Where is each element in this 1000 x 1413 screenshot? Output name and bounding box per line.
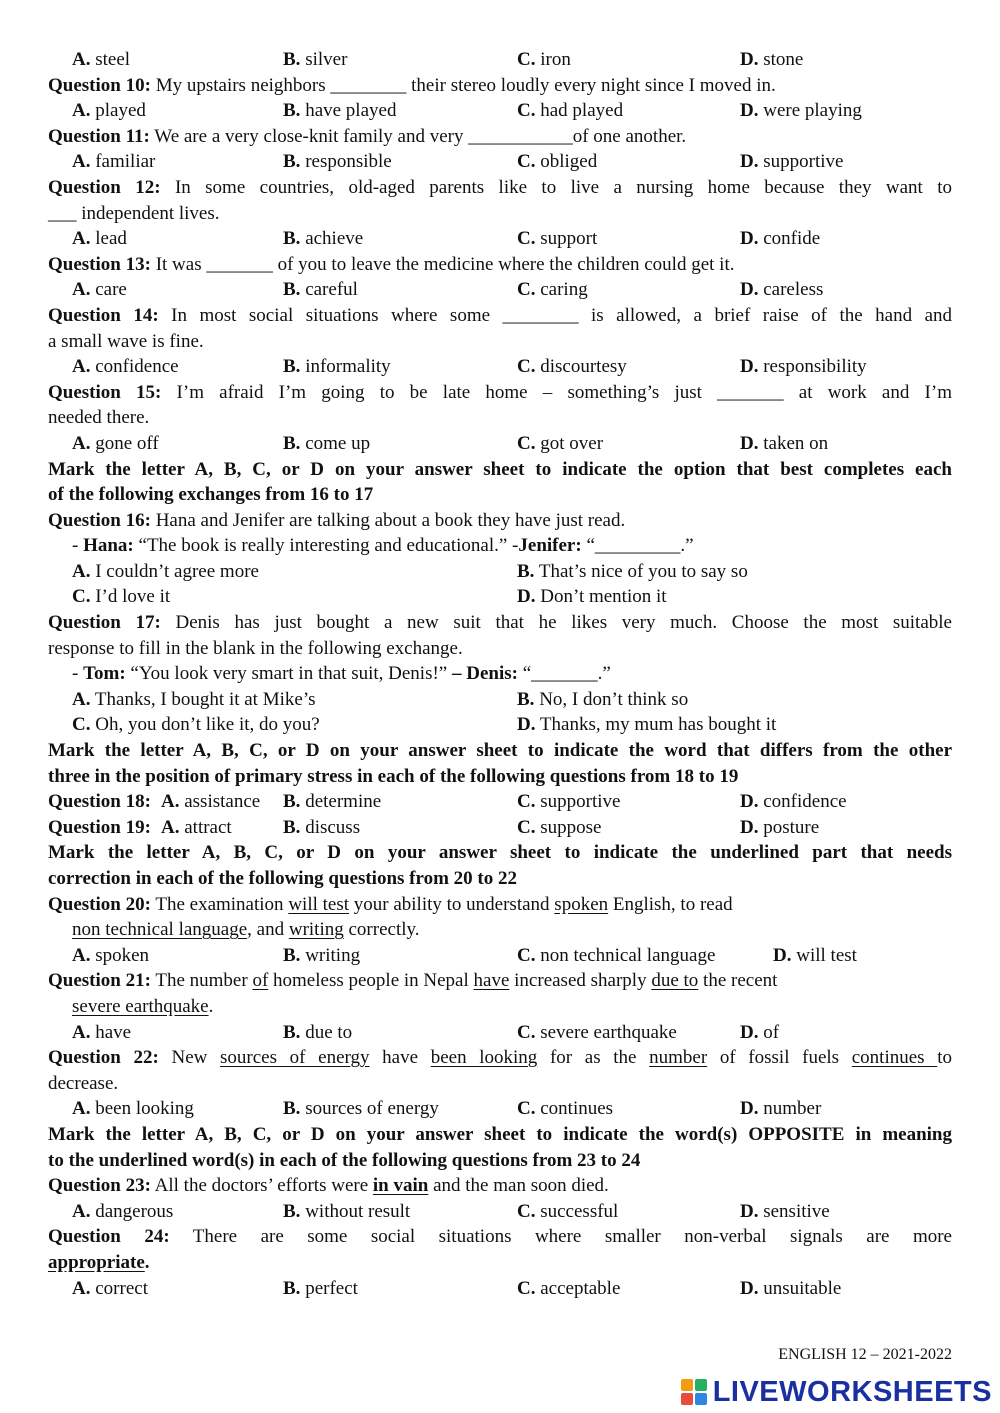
option-a[interactable]: A. have	[72, 1021, 132, 1043]
option-c[interactable]: C. obliged	[517, 151, 598, 173]
question-24-cont: appropriate.	[48, 1251, 150, 1273]
worksheet-page	[48, 47, 952, 1301]
option-d[interactable]: D. sensitive	[740, 1200, 830, 1222]
option-b[interactable]: B. have played	[283, 100, 397, 122]
option-d[interactable]: D. confidence	[740, 791, 847, 813]
q24-options	[48, 1276, 952, 1302]
option-a[interactable]: A. attract	[161, 816, 232, 838]
question-11: Question 11: We are a very close-knit family and very ___________of one another.	[48, 125, 687, 147]
question-19: Question 19: A. attract B. discuss C. suppose D. posture	[48, 815, 952, 841]
section-instruction: Mark the letter A, B, C, or D on your answer sheet to indicate the option that best completes each	[48, 458, 952, 480]
liveworksheets-logo[interactable]	[681, 1376, 992, 1408]
option-b[interactable]: B. due to	[283, 1021, 353, 1043]
q23-options	[48, 1199, 952, 1225]
q20-options	[48, 943, 952, 969]
option-d[interactable]: D. were playing	[740, 100, 862, 122]
option-c[interactable]: C. non technical language	[517, 944, 716, 966]
question-21-cont: severe earthquake.	[72, 995, 214, 1017]
option-b[interactable]: B. without result	[283, 1200, 411, 1222]
option-c[interactable]: C. successful	[517, 1200, 619, 1222]
question-21: Question 21: The number of homeless people in Nepal have increased sharply due to the recent	[48, 970, 778, 992]
option-d[interactable]: D. will test	[773, 944, 857, 966]
option-b[interactable]: B. perfect	[283, 1277, 358, 1299]
option-a[interactable]: A. correct	[72, 1277, 148, 1299]
question-14: Question 14: In most social situations where some ________ is allowed, a brief raise of the hand and	[48, 304, 952, 326]
q9-options	[48, 47, 952, 73]
option-b[interactable]: B. silver	[283, 49, 348, 70]
option-d[interactable]: D. taken on	[740, 432, 829, 454]
question-13: Question 13: It was _______ of you to leave the medicine where the children could get it.	[48, 253, 735, 275]
option-d[interactable]: D. supportive	[740, 151, 844, 173]
q21-options	[48, 1020, 952, 1046]
logo-icon	[681, 1379, 707, 1405]
option-d[interactable]: D. Thanks, my mum has bought it	[517, 714, 777, 736]
option-c[interactable]: C. caring	[517, 279, 588, 301]
option-d[interactable]: D. posture	[740, 816, 820, 838]
question-14-cont: a small wave is fine.	[48, 330, 204, 352]
option-c[interactable]: C. Oh, you don’t like it, do you?	[72, 714, 320, 736]
option-a[interactable]: A. been looking	[72, 1098, 194, 1120]
question-12-cont: ___ independent lives.	[48, 202, 220, 224]
option-a[interactable]: A. gone off	[72, 432, 159, 454]
option-b[interactable]: B. sources of energy	[283, 1098, 439, 1120]
option-c[interactable]: C. had played	[517, 100, 624, 122]
question-15-cont: needed there.	[48, 407, 150, 429]
option-c[interactable]: C. support	[517, 228, 598, 250]
option-c[interactable]: C. continues	[517, 1098, 614, 1120]
q22-options	[48, 1096, 952, 1122]
section-instruction-cont: three in the position of primary stress in each of the following questions from 18 to 19	[48, 765, 739, 787]
logo-text: LIVEWORKSHEETS	[712, 1375, 992, 1408]
question-17-cont: response to fill in the blank in the following exchange.	[48, 637, 463, 659]
question-20-cont: non technical language, and writing correctly.	[72, 919, 420, 941]
question-17: Question 17: Denis has just bought a new suit that he likes very much. Choose the most suitable	[48, 612, 952, 634]
option-b[interactable]: B. achieve	[283, 228, 364, 250]
section-instruction-cont: of the following exchanges from 16 to 17	[48, 484, 374, 506]
question-18: Question 18: A. assistance B. determine C. supportive D. confidence	[48, 789, 952, 815]
option-d[interactable]: D. responsibility	[740, 356, 867, 378]
q17-options-row1	[48, 687, 952, 713]
option-b[interactable]: B. No, I don’t think so	[517, 688, 689, 710]
option-a[interactable]: A. spoken	[72, 944, 150, 966]
option-d[interactable]: D. of	[740, 1021, 780, 1043]
section-instruction-cont: correction in each of the following questions from 20 to 22	[48, 868, 517, 889]
option-b[interactable]: B. come up	[283, 432, 371, 454]
q16-options-row2	[48, 584, 952, 610]
option-c[interactable]: C. I’d love it	[72, 586, 171, 608]
option-b[interactable]: B. careful	[283, 279, 358, 301]
option-a[interactable]: A. care	[72, 279, 127, 301]
question-10: Question 10: My upstairs neighbors ________ their stereo loudly every night since I moved in.	[48, 74, 776, 96]
section-instruction-cont: to the underlined word(s) in each of the following questions from 23 to 24	[48, 1149, 641, 1171]
option-b[interactable]: B. writing	[283, 944, 361, 966]
q17-options-row2	[48, 712, 952, 738]
question-16: Question 16: Hana and Jenifer are talking about a book they have just read.	[48, 509, 626, 531]
page-footer: ENGLISH 12 – 2021-2022	[778, 1346, 952, 1363]
question-12: Question 12: In some countries, old-aged parents like to live a nursing home because they want to	[48, 176, 952, 198]
question-20: Question 20: The examination will test your ability to understand spoken English, to read	[48, 893, 733, 915]
option-d[interactable]: D. confide	[740, 228, 821, 250]
q16-options-row1	[48, 559, 952, 585]
option-a[interactable]: A. Thanks, I bought it at Mike’s	[72, 688, 316, 710]
option-c[interactable]: C. severe earthquake	[517, 1021, 677, 1043]
option-a[interactable]: A. dangerous	[72, 1200, 174, 1222]
option-d[interactable]: D. unsuitable	[740, 1277, 842, 1299]
option-a[interactable]: A. steel	[72, 49, 131, 70]
question-15: Question 15: I’m afraid I’m going to be late home – something’s just _______ at work and I’m	[48, 381, 952, 403]
q13-options	[48, 277, 952, 303]
question-23: Question 23: All the doctors’ efforts were in vain and the man soon died.	[48, 1175, 609, 1197]
option-b[interactable]: B. informality	[283, 356, 391, 378]
dialogue-line: - Hana: “The book is really interesting and educational.” -Jenifer: “_________.”	[72, 535, 694, 557]
option-c[interactable]: C. suppose	[517, 816, 602, 838]
question-24: Question 24: There are some social situations where smaller non-verbal signals are more	[48, 1226, 952, 1248]
option-a[interactable]: A. lead	[72, 228, 127, 250]
option-c[interactable]: C. discourtesy	[517, 356, 627, 378]
option-c[interactable]: C. supportive	[517, 791, 621, 813]
option-d[interactable]: D. stone	[740, 49, 804, 70]
section-instruction: Mark the letter A, B, C, or D on your answer sheet to indicate the underlined part that needs	[48, 842, 952, 864]
option-c[interactable]: C. got over	[517, 432, 604, 454]
q14-options	[48, 354, 952, 380]
option-c[interactable]: C. iron	[517, 49, 571, 70]
option-d[interactable]: D. number	[740, 1098, 822, 1120]
section-instruction: Mark the letter A, B, C, or D on your answer sheet to indicate the word(s) OPPOSITE in meaning	[48, 1123, 952, 1145]
q11-options	[48, 149, 952, 175]
section-instruction: Mark the letter A, B, C, or D on your answer sheet to indicate the word that differs from the other	[48, 740, 952, 762]
option-d[interactable]: D. Don’t mention it	[517, 586, 667, 608]
option-c[interactable]: C. acceptable	[517, 1277, 621, 1299]
question-22: Question 22: New sources of energy have been looking for as the number of fossil fuels continues to	[48, 1047, 952, 1069]
q12-options	[48, 226, 952, 252]
option-a[interactable]: A. confidence	[72, 356, 179, 378]
option-b[interactable]: B. discuss	[283, 816, 361, 838]
option-d[interactable]: D. careless	[740, 279, 824, 301]
dialogue-line: - Tom: “You look very smart in that suit, Denis!” – Denis: “_______.”	[72, 663, 611, 685]
option-b[interactable]: B. determine	[283, 791, 382, 813]
option-b[interactable]: B. That’s nice of you to say so	[517, 560, 748, 582]
option-a[interactable]: A. I couldn’t agree more	[72, 560, 259, 582]
q10-options	[48, 98, 952, 124]
option-a[interactable]: A. assistance	[161, 791, 261, 813]
question-22-cont: decrease.	[48, 1072, 119, 1094]
option-b[interactable]: B. responsible	[283, 151, 392, 173]
q15-options	[48, 431, 952, 457]
option-a[interactable]: A. played	[72, 100, 146, 122]
option-a[interactable]: A. familiar	[72, 151, 156, 173]
